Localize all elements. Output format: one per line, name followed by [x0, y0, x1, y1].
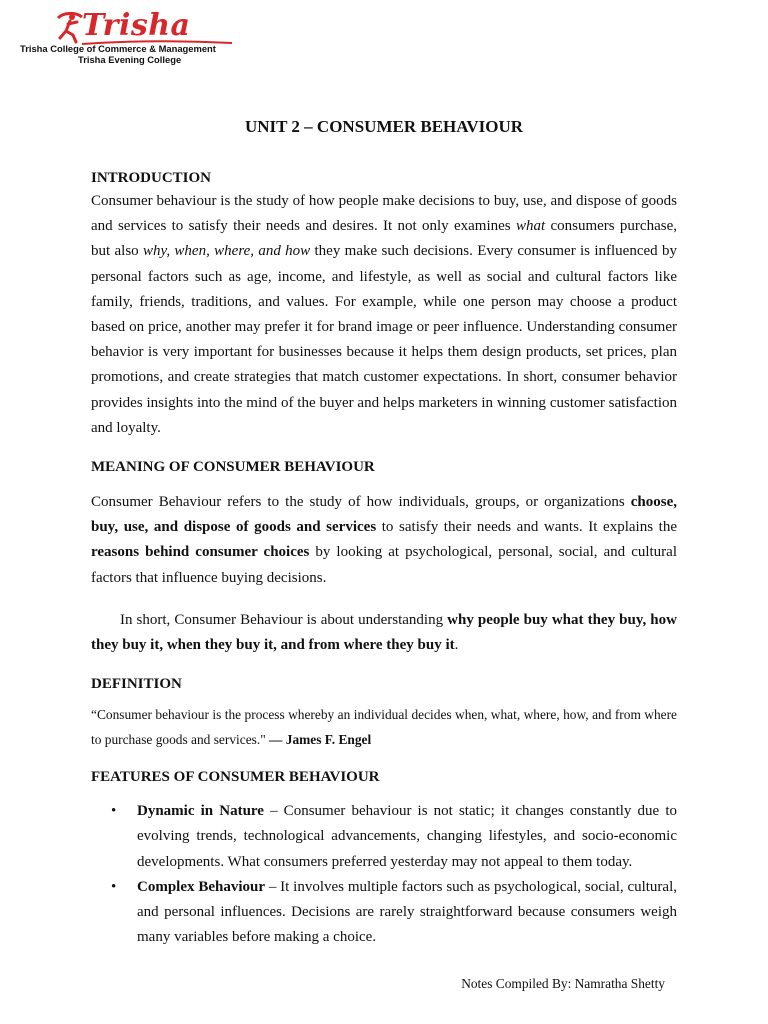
definition-author: — James F. Engel — [269, 732, 372, 748]
meaning-text-e: by looking at psychological, personal, social, and cultural factors that influence buying decisions. — [91, 544, 678, 586]
document-body — [91, 170, 677, 950]
logo-brand-text: Trisha — [82, 8, 191, 43]
meaning-bold-d: reasons behind consumer choices — [91, 544, 310, 561]
meaning-summary-paragraph — [91, 608, 677, 658]
feature-text: – It involves multiple factors such as psychological, social, cultural, and personal influences. Decisions are rarely straightforward because consumers weigh many variables before making a choice. — [137, 878, 678, 946]
bullet-icon: • — [111, 803, 117, 820]
intro-text-1: Consumer behaviour is the study of how people make decisions to buy, use, and dispose of goods and services to satisfy their needs and desires. It not only examines — [91, 193, 677, 235]
introduction-paragraph — [91, 189, 677, 441]
college-subname: Trisha Evening College — [78, 54, 182, 65]
intro-text-2: consumers purchase, but also — [91, 218, 677, 260]
definition-quote-text: “Consumer behaviour is the process whereby an individual decides when, what, where, how, and from where to purchase goods and services." — [91, 707, 677, 748]
list-item — [91, 875, 677, 951]
definition-heading: DEFINITION — [91, 676, 182, 693]
bullet-icon: • — [111, 878, 117, 895]
intro-text-3: they make such decisions. Every consumer is influenced by personal factors such as age, income, and lifestyle, as well as social and cultural factors like family, friends, traditions, and values. For example, while one person may choose a product based on price, another may prefer it for brand image or peer influence. Understanding consumer behavior is very important for businesses because it helps them design products, set prices, plan promotions, and create strategies that match customer expectations. In short, consumer behavior provides insights into the mind of the buyer and helps marketers in winning customer satisfaction and loyalty. — [91, 243, 677, 436]
introduction-heading: INTRODUCTION — [91, 170, 212, 186]
meaning-heading: MEANING OF CONSUMER BEHAVIOUR — [91, 459, 375, 476]
features-list — [91, 799, 677, 950]
intro-emphasis-2: why, when, where, and how — [143, 243, 311, 260]
summary-bold-b: why people buy what they buy, how they buy it, when they buy it, and from where they buy it — [91, 611, 677, 654]
intro-emphasis-1: what — [515, 218, 546, 235]
definition-quote — [91, 702, 677, 752]
running-figure-logo-icon — [52, 10, 86, 44]
feature-text: – Consumer behaviour is not static; it changes constantly due to evolving trends, technological advancements, changing lifestyles, and socio-economic developments. What consumers preferred yesterday may not appeal to them today. — [137, 803, 677, 870]
list-item — [91, 799, 677, 875]
feature-term: Complex Behaviour — [137, 878, 266, 895]
page-title: UNIT 2 – CONSUMER BEHAVIOUR — [244, 117, 524, 136]
feature-term: Dynamic in Nature — [137, 803, 264, 820]
meaning-text-c: to satisfy their needs and wants. It explains the — [376, 519, 677, 536]
meaning-text-a: Consumer Behaviour refers to the study of how individuals, groups, or organizations — [91, 494, 631, 511]
meaning-paragraph — [91, 490, 677, 591]
summary-text-c: . — [454, 637, 459, 654]
college-name: Trisha College of Commerce & Management — [20, 43, 216, 54]
page-footer: Notes Compiled By: Namratha Shetty — [461, 976, 665, 991]
college-logo — [20, 10, 270, 68]
meaning-bold-b: choose, buy, use, and dispose of goods and services — [91, 494, 677, 536]
summary-text-a: In short, Consumer Behaviour is about understanding — [120, 611, 448, 628]
features-heading: FEATURES OF CONSUMER BEHAVIOUR — [91, 769, 380, 786]
